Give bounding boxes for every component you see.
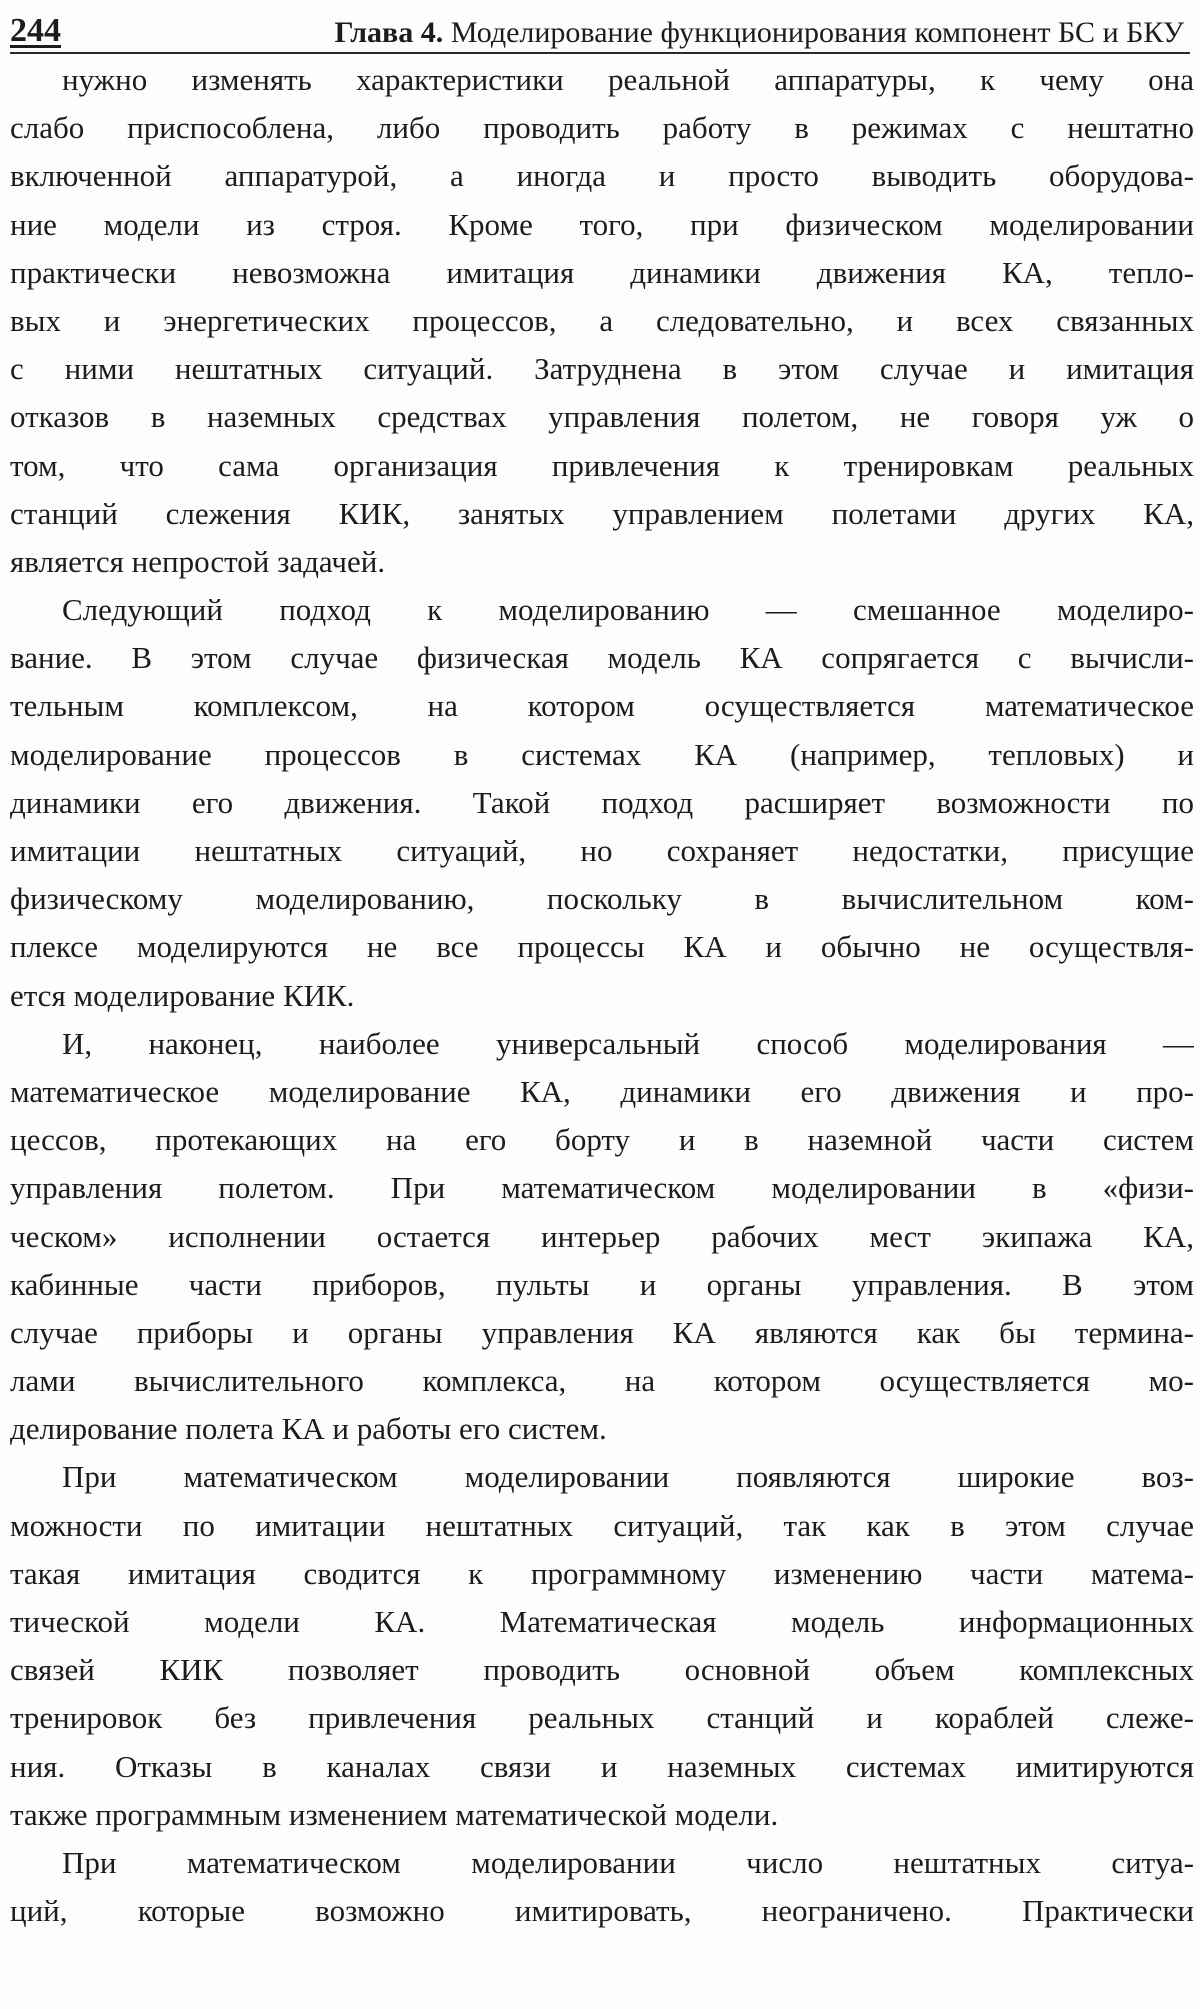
text-line-content: практически невозможна имитация динамики движения КА, тепло- xyxy=(10,254,1194,290)
text-line-content: нужно изменять характеристики реальной аппаратуры, к чему она xyxy=(62,62,1194,97)
text-line xyxy=(10,634,1194,682)
text-line-content: ческом» исполнении остается интерьер рабочих мест экипажа КА, xyxy=(10,1218,1194,1254)
text-line-content: моделирование процессов в системах КА (например, тепловых) и xyxy=(10,736,1194,772)
paragraph xyxy=(10,56,1194,586)
text-line xyxy=(10,393,1194,441)
text-line xyxy=(10,1694,1194,1742)
text-line xyxy=(10,586,1194,634)
text-line-content: связей КИК позволяет проводить основной объем комплексных xyxy=(10,1652,1194,1688)
text-line-content: имитации нештатных ситуаций, но сохраняет недостатки, присущие xyxy=(10,833,1194,868)
text-line xyxy=(10,538,1194,586)
text-line-content: динамики его движения. Такой подход расширяет возможности по xyxy=(10,784,1194,820)
text-line xyxy=(10,1068,1194,1116)
text-line xyxy=(10,827,1194,875)
text-line xyxy=(10,442,1194,490)
text-line xyxy=(10,249,1194,297)
text-line xyxy=(10,201,1194,249)
text-line xyxy=(10,1791,1194,1839)
text-line xyxy=(10,1598,1194,1646)
text-line xyxy=(10,1550,1194,1598)
text-line-content: можности по имитации нештатных ситуаций, так как в этом случае xyxy=(10,1507,1194,1543)
text-line-content: является непростой задачей. xyxy=(10,543,386,579)
text-line-content: плексе моделируются не все процессы КА и обычно не осуществля- xyxy=(10,929,1194,965)
text-line-content: кабинные части приборов, пульты и органы управления. В этом xyxy=(10,1266,1194,1302)
text-line xyxy=(10,1116,1194,1164)
text-line xyxy=(10,1357,1194,1405)
text-line-content: ций, которые возможно имитировать, неограничено. Практически xyxy=(10,1893,1194,1929)
text-line-content: математическое моделирование КА, динамики его движения и про- xyxy=(10,1073,1194,1109)
text-line-content: И, наконец, наиболее универсальный способ моделирования — xyxy=(62,1025,1194,1061)
paragraph xyxy=(10,1839,1194,1935)
text-line xyxy=(10,345,1194,393)
text-line-content: физическому моделированию, поскольку в вычислительном ком- xyxy=(10,881,1194,917)
text-line-content: тической модели КА. Математическая модель информационных xyxy=(10,1604,1194,1639)
text-line xyxy=(10,1502,1194,1550)
text-line-content: Следующий подход к моделированию — смешанное моделиро- xyxy=(62,592,1194,628)
text-line xyxy=(10,779,1194,827)
text-line-content: случае приборы и органы управления КА являются как бы термина- xyxy=(10,1314,1194,1350)
text-line xyxy=(10,56,1194,104)
text-line-content: с ними нештатных ситуаций. Затруднена в этом случае и имитация xyxy=(10,351,1194,387)
text-line-content: также программным изменением математической модели. xyxy=(10,1796,779,1832)
text-line xyxy=(10,875,1194,923)
text-line xyxy=(10,1743,1194,1791)
running-head-title xyxy=(335,16,1190,50)
text-line-content: делирование полета КА и работы его систем. xyxy=(10,1411,607,1447)
text-line-content: слабо приспособлена, либо проводить работу в режимах с нештатно xyxy=(10,110,1194,146)
chapter-label: Глава 4. xyxy=(334,16,444,49)
text-line-content: такая имитация сводится к программному изменению части матема- xyxy=(10,1555,1194,1591)
text-line-content: При математическом моделировании появляются широкие воз- xyxy=(62,1459,1194,1495)
text-line-content: управления полетом. При математическом моделировании в «физи- xyxy=(10,1170,1194,1206)
text-line-content: станций слежения КИК, занятых управлением полетами других КА, xyxy=(10,495,1194,531)
text-line-content: отказов в наземных средствах управления полетом, не говоря уж о xyxy=(10,399,1194,435)
text-line xyxy=(10,1261,1194,1309)
page-number: 244 xyxy=(10,12,61,49)
text-line xyxy=(10,1839,1194,1887)
text-line-content: тренировок без привлечения реальных станций и кораблей слеже- xyxy=(10,1700,1194,1736)
text-line-content: лами вычислительного комплекса, на котором осуществляется мо- xyxy=(10,1363,1194,1399)
text-line xyxy=(10,731,1194,779)
text-line-content: включенной аппаратурой, а иногда и просто выводить оборудова- xyxy=(10,158,1194,194)
text-line xyxy=(10,1646,1194,1694)
text-line-content: вых и энергетических процессов, а следовательно, и всех связанных xyxy=(10,302,1194,338)
running-header xyxy=(10,4,1190,54)
text-line xyxy=(10,104,1194,152)
text-line xyxy=(10,1453,1194,1501)
text-line xyxy=(10,972,1194,1020)
text-line-content: цессов, протекающих на его борту и в наземной части систем xyxy=(10,1122,1194,1158)
text-line-content: вание. В этом случае физическая модель КА сопрягается с вычисли- xyxy=(10,640,1194,676)
text-line xyxy=(10,682,1194,730)
text-line xyxy=(10,490,1194,538)
text-line xyxy=(10,1405,1194,1453)
text-line xyxy=(10,1213,1194,1261)
text-line-content: тельным комплексом, на котором осуществляется математическое xyxy=(10,688,1194,724)
text-line-content: том, что сама организация привлечения к тренировкам реальных xyxy=(10,447,1194,483)
paragraph xyxy=(10,586,1194,1020)
text-line xyxy=(10,1020,1194,1068)
text-line-content: ние модели из строя. Кроме того, при физическом моделировании xyxy=(10,206,1194,242)
paragraph xyxy=(10,1020,1194,1454)
text-line xyxy=(10,1164,1194,1212)
text-line xyxy=(10,1309,1194,1357)
paragraph xyxy=(10,1453,1194,1839)
text-line xyxy=(10,1887,1194,1935)
text-line-content: ния. Отказы в каналах связи и наземных системах имитируются xyxy=(10,1748,1194,1784)
text-line xyxy=(10,297,1194,345)
text-line-content: При математическом моделировании число нештатных ситуа- xyxy=(62,1844,1194,1880)
chapter-title: Моделирование функционирования компонент БС и БКУ xyxy=(450,16,1184,49)
text-line xyxy=(10,923,1194,971)
text-line-content: ется моделирование КИК. xyxy=(10,977,355,1013)
body-text xyxy=(10,56,1194,1935)
text-line xyxy=(10,152,1194,200)
